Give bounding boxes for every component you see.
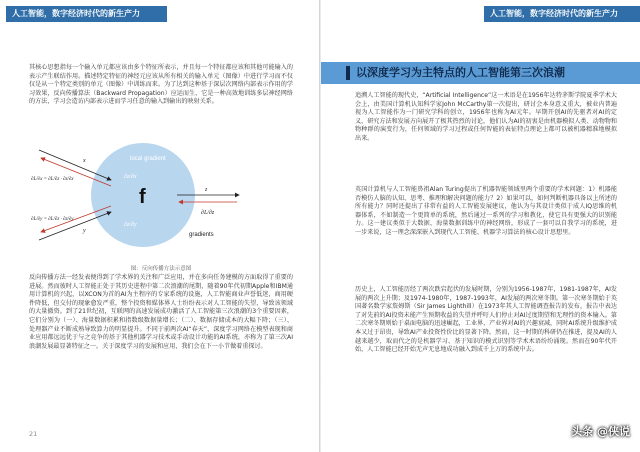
input-x-label: x (83, 158, 86, 164)
section-title-bar (321, 62, 640, 84)
backprop-diagram (29, 140, 293, 262)
right-paragraph-2: 英国计算机与人工智能鼻祖Alan Turing提出了机器智能领域里两个重要的学术问题：1）机器能否模仿人脑的认知、思考、推理和解决问题的能力？2）如果可以，如何判断机器具备以上所述的所有能力？同时还提出了非常有益的人工智能发展建议，他认为与其设计类似于成人IQ思维的机器体系，不如制造一个更简单的系统，然后通过一系列的学习和教化，使它具有更强大的识别能力。这一建议类似于大数据、海量数据训练中的神经网络，形成了一套可以自我学习的系统，进一步来说，这一理念深深嵌入到现代人工智能、机器学习算法的核心设计思想里。 (355, 186, 617, 236)
figure-caption: 图：反向传播方法示意图 (130, 266, 192, 272)
section-title: 以深度学习为主特点的人工智能第三次浪潮 (356, 66, 565, 79)
right-paragraph-3: 历史上，人工智能历经了两次跌宕起伏的发展时期，分别为1956-1987年，1981-1987年，AI发展的两次上升期；及1974-1980年，1987-1993年，AI发展的两次寒冬期。第一次寒冬期始于英国著名数学家詹姆斯（Sir James Lighthill）在1973年其人工智能调查报告的发布，报告中表达了对先前的AI投资未能产生预期收益的失望并呼吁人们停止对AI过度期望和无理性的资本输入。第二次寒冬期则始于桌面电脑的迅速崛起，工业界、产业界对AI的兴趣衰减，同时AI系统升级维护成本又过于昂贵，导致AI产业投资性价比的显著下降。然而，这一时期的科研仍在推进，提及AI的人越来越少，取而代之的是机器学习、基于知识的模式识别等学术术语纷纷涌现。然而在90年代开始，人工智能已经开始无声无息地成功融入到成千上万的系统中去。 (355, 286, 617, 354)
local-gradient-label: local gradient (130, 156, 166, 162)
output-z-label: z (205, 187, 208, 193)
input-x-arrow (39, 150, 111, 180)
dL-dy-label: ∂L/∂y = ∂L/∂z · ∂z/∂y (31, 217, 74, 222)
watermark-text: 头条 @侠说 (571, 425, 630, 438)
function-f-label: f (139, 186, 146, 208)
left-page (0, 0, 319, 452)
backprop-figure (29, 140, 293, 272)
left-paragraph-1: 其核心思想指每一个输入单元都应该由多个特征所表示，并且每一个特征都应该和其他可能输入的表示产生联结作用。描述特定特征的神经元应该从所有相关的输入单元（图像）中进行学习而不仅仅是从一个特定类别的单元（图像）中训练而来。为了达到这种基于深层次网络内部表示作用的学习效果，反向传播算法（Backward Propagation）应运而生，它是一种高效地训练多层神经网络的方法，学习会造访内部表示进而学习任意的输入到输出的映射关系。 (29, 64, 293, 106)
left-page-number: 21 (29, 430, 38, 438)
input-y-label: y (83, 228, 86, 234)
dz-dx-label: ∂z/∂x (124, 174, 137, 180)
left-header: 人工智能，数字经济时代的新生产力 (6, 6, 167, 22)
dL-dz-label: ∂L/∂z (201, 210, 215, 216)
dz-dy-label: ∂z/∂y (124, 222, 137, 228)
gradients-label: gradients (189, 232, 214, 238)
right-paragraph-1: 追溯人工智能的现代史，“Artificial Intelligence”这一术语是在1956年达特茅斯学院夏季学术大会上，由美国计算机认知科学家John McCarthy第一次提出，研讨会本身意义重大，被业内普遍视为人工智能作为一门研究学科的创立，1956年也称为AI元年。早期开创AI的先驱者对AI的定义，研究方法和发展方向展开了极其热烈的讨论，他们认为AI的初衷是由机器模拟人类、动物物和物种群的演变行为，任何领域的学习过程或任何智能的表征特点理论上都可以被机器精准地模拟出来。 (355, 92, 617, 142)
dL-dx-label: ∂L/∂x = ∂L/∂z · ∂z/∂x (31, 177, 74, 182)
right-page (321, 0, 640, 452)
right-header: 人工智能，数字经济时代的新生产力 (484, 6, 640, 22)
left-paragraph-2: 反向传播方法一经发表便得到了学术界的关注和广泛应用，并在多向任务建模的方面取得了重要的进展。然而彼时人工智能正处于其历史进程中第二次浪潮的尾期，随着90年代初期Apple和IBM通用计算机的兴起，以XCON为首的AI为主程序的专家系统的设施，人工智能商业声誉低迷，商用硬件降低，但交付的现象愈发严重，整个投资和媒体界人士纷纷表示对人工智能的失望，导致该领域的大量撤资。到了21世纪初，互联网的高速发展成功激活了人工智能第三次浪潮的3个重要因素，它们分别为（一）、海量数据积累和指数级数据量增长；（二）、数据存储成本的大幅下降；（三）、处理器产业不断成熟导致算力的明显提升。不同于前两次AI“春天”，深度学习网络在模型表现和商业应用都远远优于与之竞争的基于其他机器学习技术或手动设计功能的AI系统，亦称为了第三次AI浪潮发展最显著特征之一。关于深度学习的发展和应用，我们会在下一小节做着重探讨。 (29, 274, 293, 350)
